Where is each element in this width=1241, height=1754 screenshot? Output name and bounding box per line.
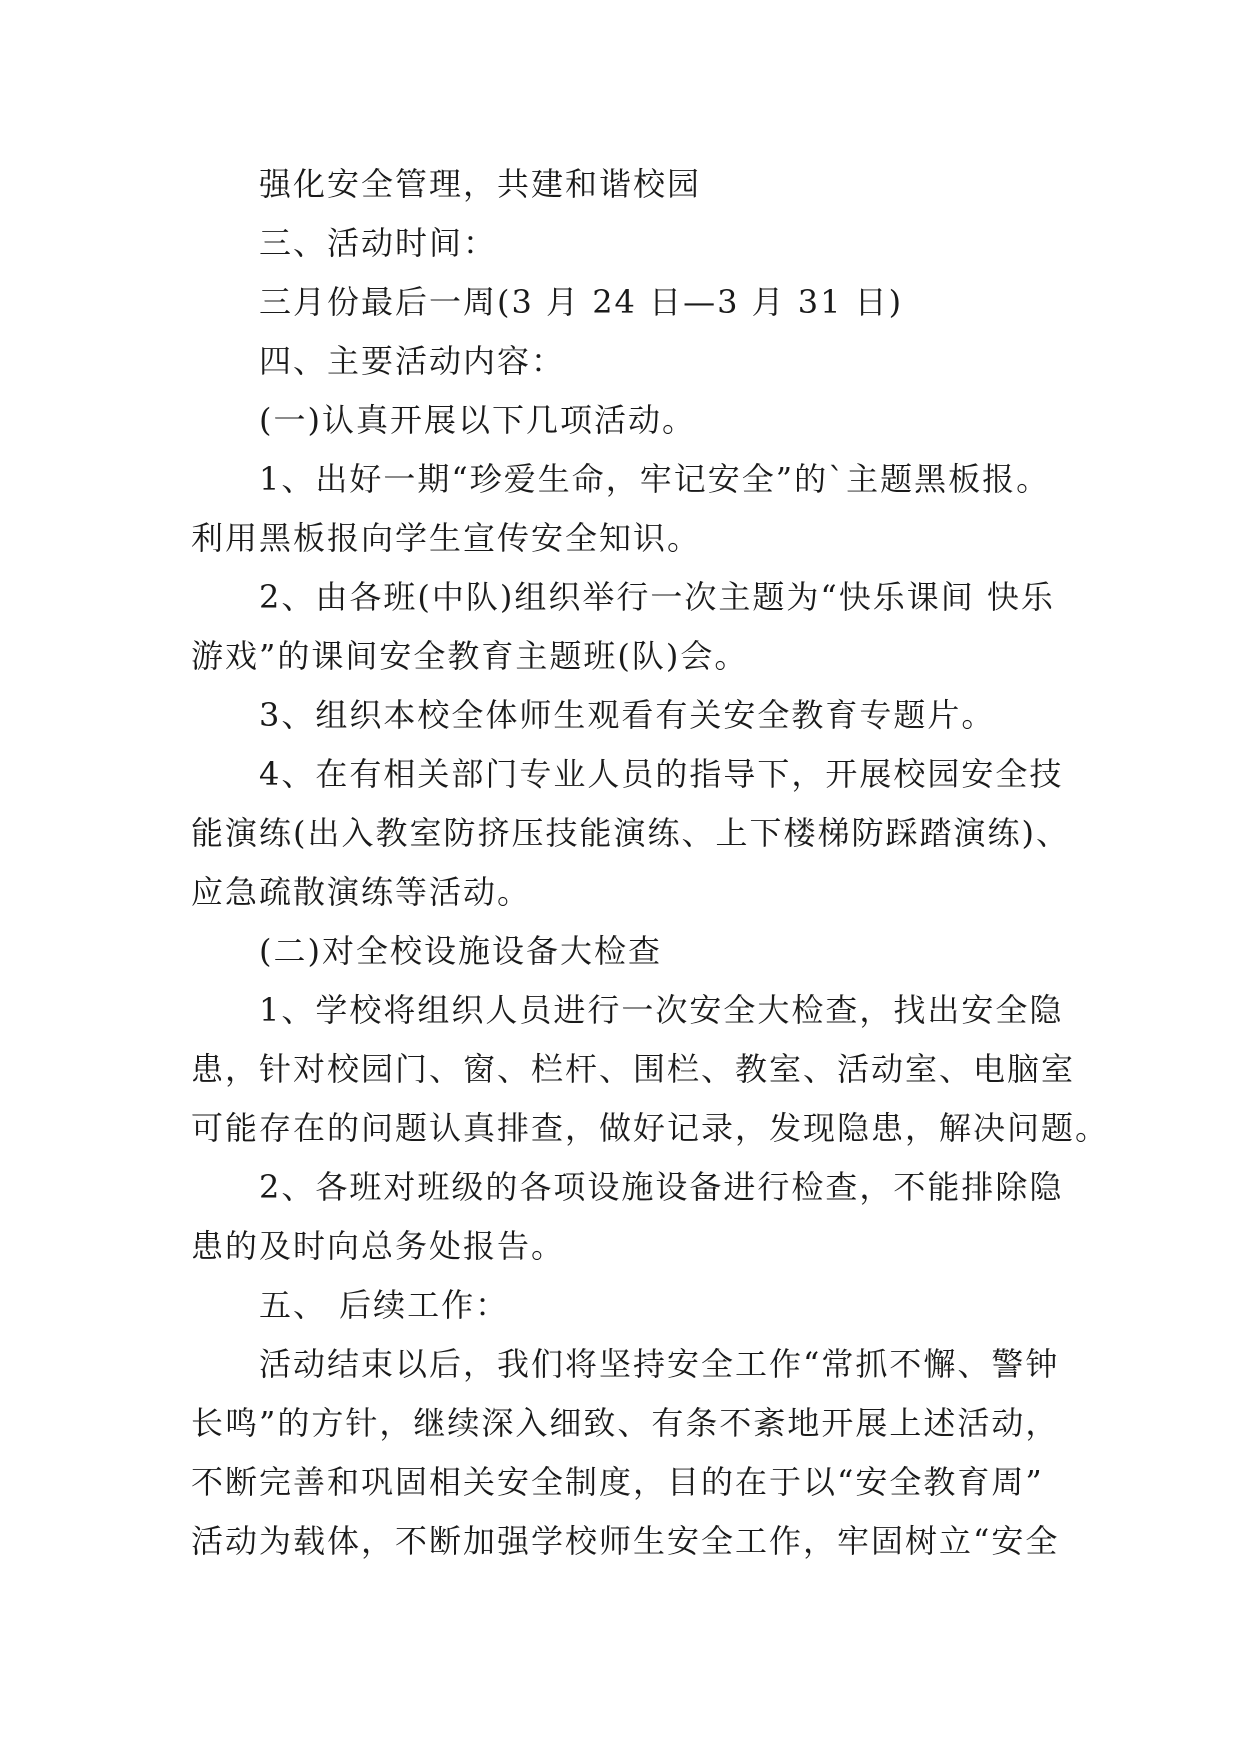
- paragraph-line: 患的及时向总务处报告。: [191, 1227, 566, 1265]
- subsection-heading-inspection: (二)对全校设施设备大检查: [259, 932, 662, 970]
- paragraph-line: 利用黑板报向学生宣传安全知识。: [191, 519, 702, 557]
- subsection-heading-activities: (一)认真开展以下几项活动。: [259, 401, 696, 439]
- paragraph-line: 应急疏散演练等活动。: [191, 873, 532, 911]
- paragraph-line: 1、学校将组织人员进行一次安全大检查，找出安全隐: [259, 991, 1064, 1029]
- paragraph-line: 4、在有相关部门专业人员的指导下，开展校园安全技: [259, 755, 1064, 793]
- paragraph-line: 1、出好一期“珍爱生命，牢记安全”的`主题黑板报。: [259, 460, 1051, 498]
- section-heading-content: 四、主要活动内容：: [259, 342, 566, 380]
- paragraph-line: 患，针对校园门、窗、栏杆、围栏、教室、活动室、电脑室: [191, 1050, 1076, 1088]
- paragraph-line: 三月份最后一周(3 月 24 日—3 月 31 日): [259, 283, 904, 321]
- paragraph-line: 能演练(出入教室防挤压技能演练、上下楼梯防踩踏演练)、: [191, 814, 1070, 852]
- paragraph-line: 不断完善和巩固相关安全制度，目的在于以“安全教育周”: [191, 1463, 1044, 1501]
- paragraph-line: 长鸣”的方针，继续深入细致、有条不紊地开展上述活动，: [191, 1404, 1060, 1442]
- paragraph-line: 2、各班对班级的各项设施设备进行检查，不能排除隐: [259, 1168, 1064, 1206]
- section-heading-time: 三、活动时间：: [259, 224, 498, 262]
- paragraph-line: 可能存在的问题认真排查，做好记录，发现隐患，解决问题。: [191, 1109, 1110, 1147]
- paragraph-line: 活动结束以后，我们将坚持安全工作“常抓不懈、警钟: [259, 1345, 1060, 1383]
- paragraph-title: 强化安全管理，共建和谐校园: [259, 165, 702, 203]
- section-heading-followup: 五、 后续工作：: [259, 1286, 510, 1324]
- paragraph-line: 游戏”的课间安全教育主题班(队)会。: [191, 637, 749, 675]
- paragraph-line: 2、由各班(中队)组织举行一次主题为“快乐课间 快乐: [259, 578, 1055, 616]
- paragraph-line: 活动为载体，不断加强学校师生安全工作，牢固树立“安全: [191, 1522, 1060, 1560]
- paragraph-line: 3、组织本校全体师生观看有关安全教育专题片。: [259, 696, 996, 734]
